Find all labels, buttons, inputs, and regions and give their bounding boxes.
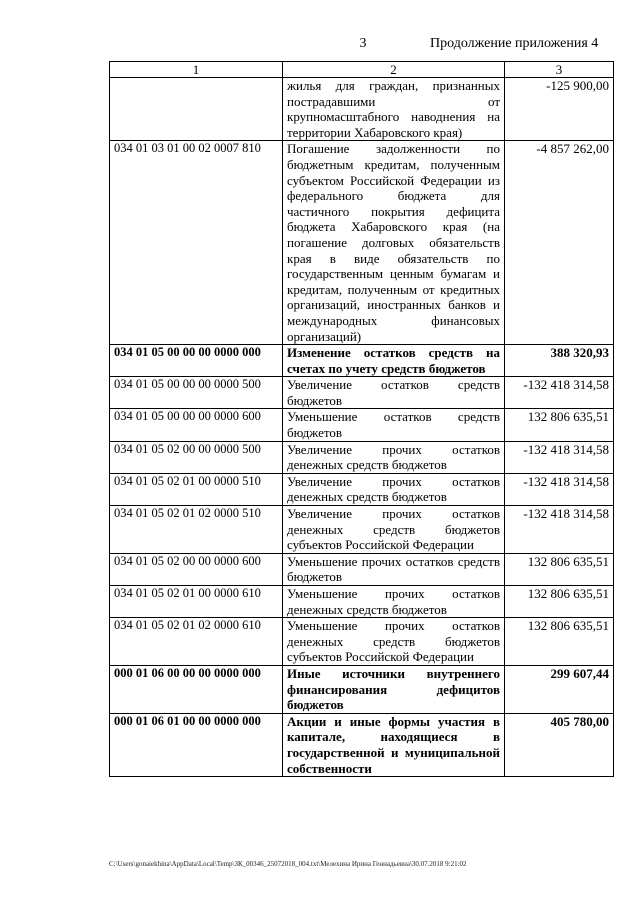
amount: -132 418 314,58 <box>505 377 614 409</box>
table-row <box>110 618 614 666</box>
table-row <box>110 586 614 618</box>
budget-code: 034 01 05 02 00 00 0000 600 <box>110 553 283 585</box>
item-description: Погашение задолженности по бюджетным кредитам, полученным субъектом Российской Федерации из федерального бюджета для частичного покрытия дефицита бюджета Хабаровского края (на погашение долговых обязательств края в виде обязательств по государственным ценным бумагам и кредитам, полученным от кредитных организаций, иностранных банков и международных финансовых организаций) <box>283 141 505 345</box>
budget-code: 000 01 06 00 00 00 0000 000 <box>110 665 283 713</box>
amount: 132 806 635,51 <box>505 409 614 441</box>
amount: 405 780,00 <box>505 713 614 776</box>
budget-code: 034 01 05 00 00 00 0000 500 <box>110 377 283 409</box>
table-row <box>110 441 614 473</box>
table-row-total <box>110 665 614 713</box>
item-description: Уменьшение прочих остатков средств бюджетов <box>283 553 505 585</box>
amount: 132 806 635,51 <box>505 553 614 585</box>
budget-code: 034 01 05 00 00 00 0000 000 <box>110 345 283 377</box>
item-description: Увеличение прочих остатков денежных средств бюджетов <box>283 473 505 505</box>
amount: 388 320,93 <box>505 345 614 377</box>
table-row <box>110 409 614 441</box>
table-row <box>110 473 614 505</box>
amount: -132 418 314,58 <box>505 506 614 554</box>
item-description: Уменьшение остатков средств бюджетов <box>283 409 505 441</box>
amount: -132 418 314,58 <box>505 441 614 473</box>
item-description: Увеличение остатков средств бюджетов <box>283 377 505 409</box>
item-description: Уменьшение прочих остатков денежных средств бюджетов <box>283 586 505 618</box>
column-header-3: 3 <box>505 62 614 78</box>
table-row <box>110 78 614 141</box>
item-description: Изменение остатков средств на счетах по учету средств бюджетов <box>283 345 505 377</box>
item-description: Акции и иные формы участия в капитале, находящиеся в государственной и муниципальной собственности <box>283 713 505 776</box>
table-row <box>110 141 614 345</box>
footer-file-path: C:\Users\gonaiekhina\AppData\Local\Temp\ЗК_00346_25072018_004.txt\Мелехина Ирина Геннадьевна\30.07.2018 9:21:02 <box>109 860 467 868</box>
item-description: жилья для граждан, признанных пострадавшими от крупномасштабного наводнения на территории Хабаровского края) <box>283 78 505 141</box>
budget-code: 034 01 05 02 00 00 0000 500 <box>110 441 283 473</box>
budget-code: 034 01 05 02 01 00 0000 610 <box>110 586 283 618</box>
amount: 132 806 635,51 <box>505 586 614 618</box>
amount: 132 806 635,51 <box>505 618 614 666</box>
item-description: Увеличение прочих остатков денежных средств бюджетов субъектов Российской Федерации <box>283 506 505 554</box>
table-row-total <box>110 713 614 776</box>
amount: -4 857 262,00 <box>505 141 614 345</box>
page-number: 3 <box>359 36 367 51</box>
table-row <box>110 377 614 409</box>
table-row <box>110 553 614 585</box>
continuation-title: Продолжение приложения 4 <box>430 36 599 51</box>
budget-code: 000 01 06 01 00 00 0000 000 <box>110 713 283 776</box>
budget-code: 034 01 05 00 00 00 0000 600 <box>110 409 283 441</box>
table-row <box>110 506 614 554</box>
column-header-2: 2 <box>283 62 505 78</box>
budget-code: 034 01 05 02 01 02 0000 510 <box>110 506 283 554</box>
budget-code <box>110 78 283 141</box>
budget-code: 034 01 05 02 01 00 0000 510 <box>110 473 283 505</box>
item-description: Увеличение прочих остатков денежных средств бюджетов <box>283 441 505 473</box>
item-description: Иные источники внутреннего финансирования дефицитов бюджетов <box>283 665 505 713</box>
amount: -125 900,00 <box>505 78 614 141</box>
column-number-header-row <box>110 62 614 78</box>
budget-sources-table <box>109 61 614 777</box>
budget-code: 034 01 03 01 00 02 0007 810 <box>110 141 283 345</box>
amount: -132 418 314,58 <box>505 473 614 505</box>
table-row-total <box>110 345 614 377</box>
amount: 299 607,44 <box>505 665 614 713</box>
item-description: Уменьшение прочих остатков денежных средств бюджетов субъектов Российской Федерации <box>283 618 505 666</box>
budget-code: 034 01 05 02 01 02 0000 610 <box>110 618 283 666</box>
column-header-1: 1 <box>110 62 283 78</box>
